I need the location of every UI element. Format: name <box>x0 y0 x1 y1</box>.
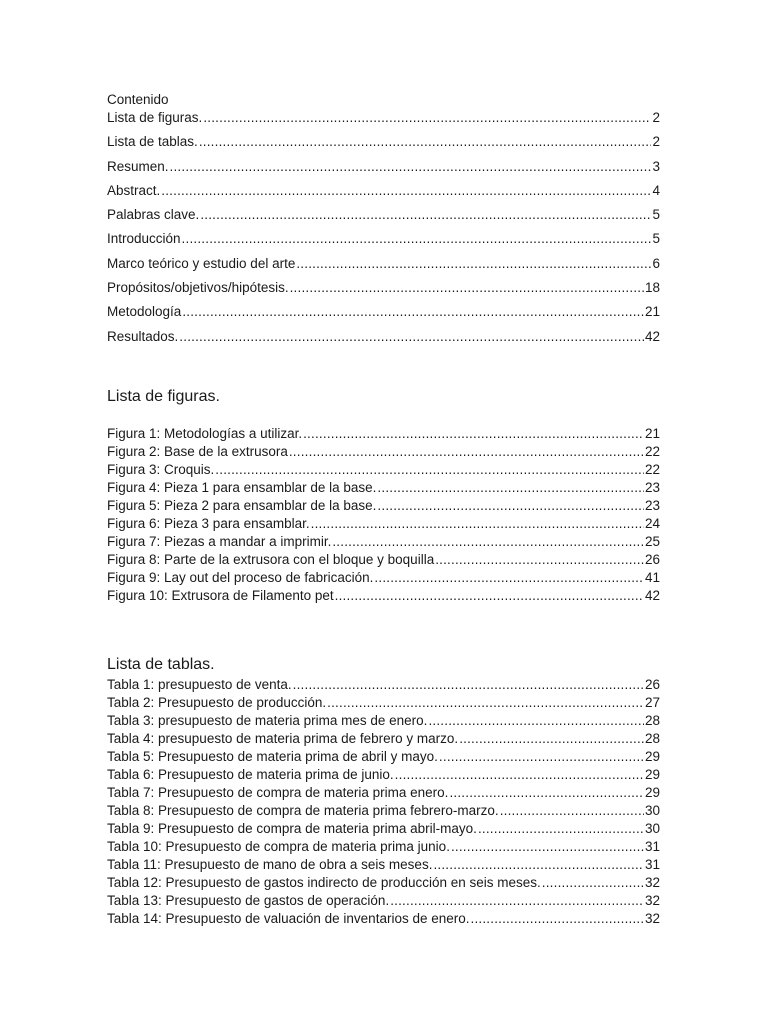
toc-entry-page-number: 2 <box>652 134 660 150</box>
toc-title: Contenido <box>107 92 169 107</box>
figure-entry-page-number: 42 <box>644 588 660 603</box>
dot-leader <box>435 551 644 569</box>
dot-leader <box>170 158 652 176</box>
table-entry-label: Tabla 8: Presupuesto de compra de materia prima febrero-marzo. <box>107 803 499 818</box>
toc-entry-page-number: 5 <box>652 231 660 247</box>
dot-leader <box>478 820 644 838</box>
dot-leader <box>289 443 644 461</box>
figure-entry-label: Figura 9: Lay out del proceso de fabricación. <box>107 570 374 585</box>
table-entry[interactable] <box>107 856 660 874</box>
table-entry[interactable] <box>107 712 660 730</box>
figure-entry-page-number: 23 <box>644 480 660 495</box>
dot-leader <box>332 533 644 551</box>
figure-entry[interactable] <box>107 425 660 443</box>
dot-leader <box>182 303 644 321</box>
dot-leader <box>335 587 644 605</box>
figure-entry-label: Figura 7: Piezas a mandar a imprimir. <box>107 534 332 549</box>
figure-entry[interactable] <box>107 533 660 551</box>
toc-entry-label: Marco teórico y estudio del arte <box>107 255 296 271</box>
dot-leader <box>215 461 644 479</box>
table-entry-label: Tabla 6: Presupuesto de materia prima de junio. <box>107 767 394 782</box>
table-entry-page-number: 30 <box>644 821 660 836</box>
toc-entry[interactable] <box>107 303 660 327</box>
dot-leader <box>161 182 651 200</box>
table-entry-page-number: 27 <box>644 695 660 710</box>
table-entry[interactable] <box>107 694 660 712</box>
figure-entry[interactable] <box>107 587 660 605</box>
table-entry-page-number: 32 <box>644 911 660 926</box>
table-entry[interactable] <box>107 676 660 694</box>
table-entry-label: Tabla 14: Presupuesto de valuación de inventarios de enero. <box>107 911 470 926</box>
table-entry-label: Tabla 12: Presupuesto de gastos indirecto de producción en seis meses. <box>107 875 541 890</box>
table-entry[interactable] <box>107 910 660 928</box>
table-entry[interactable] <box>107 874 660 892</box>
dot-leader <box>374 569 644 587</box>
dot-leader <box>327 694 644 712</box>
toc-entry-page-number: 21 <box>644 304 660 320</box>
table-entry-page-number: 30 <box>644 803 660 818</box>
figure-entry-label: Figura 8: Parte de la extrusora con el bloque y boquilla <box>107 552 435 567</box>
table-entry-page-number: 31 <box>644 857 660 872</box>
toc-entry[interactable] <box>107 133 660 157</box>
dot-leader <box>471 910 644 928</box>
table-entry-label: Tabla 4: presupuesto de materia prima de febrero y marzo. <box>107 731 459 746</box>
toc-entry[interactable] <box>107 206 660 230</box>
toc-entry-page-number: 42 <box>644 328 660 344</box>
dot-leader <box>449 784 644 802</box>
toc-entry-label: Introducción <box>107 231 181 247</box>
toc-entry[interactable] <box>107 230 660 254</box>
toc-entry-label: Resultados. <box>107 328 179 344</box>
figure-entry-label: Figura 3: Croquis. <box>107 462 215 477</box>
dot-leader <box>179 328 644 346</box>
figure-entry[interactable] <box>107 515 660 533</box>
toc-entry-label: Lista de tablas. <box>107 134 198 150</box>
table-entry-page-number: 28 <box>644 713 660 728</box>
toc-entry-page-number: 5 <box>652 207 660 223</box>
table-entry-label: Tabla 1: presupuesto de venta. <box>107 677 292 692</box>
toc-entry[interactable] <box>107 109 660 133</box>
table-entry[interactable] <box>107 748 660 766</box>
figure-entry-label: Figura 1: Metodologías a utilizar. <box>107 426 303 441</box>
figure-entry-page-number: 26 <box>644 552 660 567</box>
toc-entry-label: Lista de figuras. <box>107 110 203 125</box>
figure-entry[interactable] <box>107 497 660 515</box>
tables-title: Lista de tablas. <box>107 656 215 673</box>
table-entry-page-number: 32 <box>644 875 660 890</box>
figure-entry-label: Figura 10: Extrusora de Filamento pet <box>107 588 334 603</box>
dot-leader <box>200 206 651 224</box>
toc-entry-label: Resumen. <box>107 158 169 174</box>
figure-entry-label: Figura 5: Pieza 2 para ensamblar de la base. <box>107 498 377 513</box>
figure-entry-page-number: 22 <box>644 462 660 477</box>
dot-leader <box>377 479 644 497</box>
dot-leader <box>203 109 651 127</box>
figure-entry-page-number: 21 <box>644 426 660 441</box>
dot-leader <box>542 874 644 892</box>
table-entry[interactable] <box>107 766 660 784</box>
figure-entry-page-number: 23 <box>644 498 660 513</box>
table-entry-page-number: 31 <box>644 839 660 854</box>
dot-leader <box>459 730 644 748</box>
dot-leader <box>390 892 644 910</box>
figure-entry[interactable] <box>107 479 660 497</box>
table-entry-label: Tabla 9: Presupuesto de compra de materia prima abril-mayo. <box>107 821 477 836</box>
table-entry[interactable] <box>107 730 660 748</box>
figure-entry-page-number: 25 <box>644 534 660 549</box>
dot-leader <box>290 279 644 297</box>
dot-leader <box>296 255 651 273</box>
toc-entry-page-number: 2 <box>652 110 660 125</box>
figure-entry[interactable] <box>107 461 660 479</box>
dot-leader <box>199 133 652 151</box>
figure-entry-page-number: 24 <box>644 516 660 531</box>
table-entry[interactable] <box>107 838 660 856</box>
dot-leader <box>500 802 644 820</box>
toc-entry[interactable] <box>107 182 660 206</box>
dot-leader <box>439 748 644 766</box>
table-entry-label: Tabla 2: Presupuesto de producción. <box>107 695 327 710</box>
toc-entry-page-number: 6 <box>652 255 660 271</box>
toc-entry[interactable] <box>107 158 660 182</box>
table-entry-label: Tabla 13: Presupuesto de gastos de operación. <box>107 893 390 908</box>
toc-entry[interactable] <box>107 255 660 279</box>
figure-entry-page-number: 22 <box>644 444 660 459</box>
dot-leader <box>377 497 644 515</box>
dot-leader <box>428 712 644 730</box>
dot-leader <box>182 230 652 248</box>
tables-list <box>107 676 660 928</box>
toc-entry-page-number: 3 <box>652 158 660 174</box>
table-entry-label: Tabla 5: Presupuesto de materia prima de abril y mayo. <box>107 749 438 764</box>
dot-leader <box>395 766 644 784</box>
toc-entry-label: Propósitos/objetivos/hipótesis. <box>107 280 289 296</box>
figure-entry[interactable] <box>107 569 660 587</box>
toc-entry-page-number: 4 <box>652 182 660 198</box>
toc-entry-label: Abstract. <box>107 182 161 198</box>
toc-entry-label: Metodología <box>107 304 182 320</box>
table-entry-page-number: 28 <box>644 731 660 746</box>
table-entry-label: Tabla 10: Presupuesto de compra de materia prima junio. <box>107 839 450 854</box>
dot-leader <box>311 515 644 533</box>
figures-title: Lista de figuras. <box>107 388 220 405</box>
figure-entry[interactable] <box>107 551 660 569</box>
table-entry[interactable] <box>107 784 660 802</box>
figure-entry-label: Figura 6: Pieza 3 para ensamblar. <box>107 516 310 531</box>
table-entry-page-number: 29 <box>644 749 660 764</box>
dot-leader <box>451 838 644 856</box>
table-entry[interactable] <box>107 802 660 820</box>
table-entry-page-number: 29 <box>644 785 660 800</box>
figure-entry-label: Figura 2: Base de la extrusora <box>107 444 288 459</box>
dot-leader <box>433 856 644 874</box>
dot-leader <box>303 425 644 443</box>
table-entry-label: Tabla 7: Presupuesto de compra de materia prima enero. <box>107 785 449 800</box>
table-entry-page-number: 26 <box>644 677 660 692</box>
table-entry-label: Tabla 3: presupuesto de materia prima mes de enero. <box>107 713 428 728</box>
figures-list <box>107 425 660 605</box>
table-entry-page-number: 32 <box>644 893 660 908</box>
figure-entry-page-number: 41 <box>644 570 660 585</box>
toc-list <box>107 109 660 352</box>
toc-entry[interactable] <box>107 279 660 303</box>
toc-entry[interactable] <box>107 328 660 352</box>
toc-entry-page-number: 18 <box>644 280 660 296</box>
figure-entry[interactable] <box>107 443 660 461</box>
figure-entry-label: Figura 4: Pieza 1 para ensamblar de la base. <box>107 480 377 495</box>
table-entry-page-number: 29 <box>644 767 660 782</box>
dot-leader <box>293 676 644 694</box>
toc-entry-label: Palabras clave. <box>107 207 200 223</box>
table-entry-label: Tabla 11: Presupuesto de mano de obra a seis meses. <box>107 857 433 872</box>
table-entry[interactable] <box>107 892 660 910</box>
table-entry[interactable] <box>107 820 660 838</box>
